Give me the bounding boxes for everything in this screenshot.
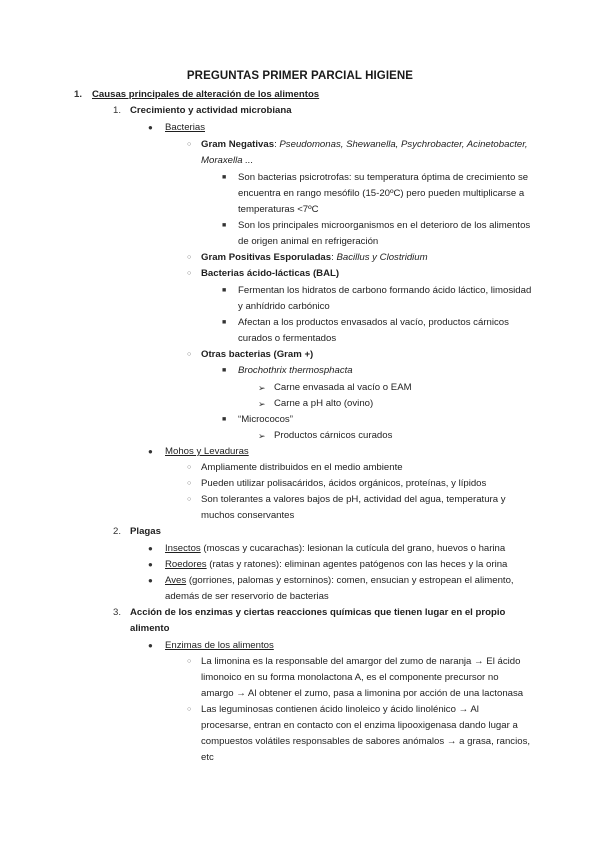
text-line: Son bacterias psicrotrofas: su temperatura óptima de crecimiento se: [238, 172, 529, 183]
group-label: Bacterias ácido-lácticas (BAL): [201, 268, 340, 279]
group-label: Gram Positivas Esporuladas: [201, 252, 332, 263]
text-line: amargo → Al obtener el zumo, pasa a limonina por acción de una lactonasa: [201, 688, 524, 699]
bullet-circle-icon: ○: [187, 706, 192, 713]
separator: :: [331, 252, 337, 263]
bullet-circle-icon: ○: [187, 496, 192, 503]
text-line: Carne a pH alto (ovino): [274, 398, 374, 409]
text-line: y anhídrido carbónico: [238, 301, 330, 312]
text-line: Son los principales microorganismos en el deterioro de los alimentos: [238, 220, 531, 231]
document-title: PREGUNTAS PRIMER PARCIAL HIGIENE: [186, 70, 414, 82]
group-detail: Bacillus y Clostridium: [336, 252, 428, 263]
text-line: Productos cárnicos curados: [274, 430, 393, 441]
bullet-arrow-icon: ➢: [258, 383, 266, 393]
text-line: además de ser reservorio de bacterias: [165, 591, 329, 602]
text-line: procesarse, entran en contacto con el enzima lipooxigenasa dando lugar a: [201, 720, 518, 731]
list-item-label: Bacterias: [165, 122, 205, 133]
bullet-circle-icon: ○: [187, 464, 192, 471]
list-item: [201, 137, 528, 153]
group-detail: Pseudomonas, Shewanella, Psychrobacter, Acinetobacter,: [279, 139, 528, 150]
bullet-square-icon: ■: [222, 222, 227, 229]
group-detail-cont: Moraxella ...: [201, 155, 254, 166]
separator: :: [274, 139, 280, 150]
bullet-dot-icon: ●: [148, 641, 153, 650]
item-label: Insectos: [165, 543, 201, 554]
subsection-heading: Crecimiento y actividad microbiana: [130, 105, 292, 116]
item-label: Aves: [165, 575, 187, 586]
text-line: Afectan a los productos envasados al vacío, productos cárnicos: [238, 317, 509, 328]
bullet-dot-icon: ●: [148, 447, 153, 456]
group-label: Gram Negativas: [201, 139, 275, 150]
bullet-arrow-icon: ➢: [258, 431, 266, 441]
bullet-arrow-icon: ➢: [258, 399, 266, 409]
list-number: 2.: [113, 526, 122, 537]
section-heading: Causas principales de alteración de los alimentos: [92, 89, 320, 100]
text-line: Fermentan los hidratos de carbono formando ácido láctico, limosidad: [238, 285, 532, 296]
group-label: Otras bacterias (Gram +): [201, 349, 314, 360]
bullet-circle-icon: ○: [187, 658, 192, 665]
bullet-square-icon: ■: [222, 287, 227, 294]
bullet-dot-icon: ●: [148, 576, 153, 585]
bullet-circle-icon: ○: [187, 480, 192, 487]
text-line: La limonina es la responsable del amargor del zumo de naranja → El ácido: [201, 656, 521, 667]
bullet-circle-icon: ○: [187, 351, 192, 358]
bullet-square-icon: ■: [222, 174, 227, 181]
text-line: Brochothrix thermosphacta: [238, 365, 353, 376]
text-line: Ampliamente distribuidos en el medio ambiente: [201, 462, 403, 473]
text-line: “Micrococos”: [238, 414, 293, 425]
text-line: etc: [201, 752, 214, 763]
subsection-heading: Acción de los enzimas y ciertas reacciones químicas que tienen lugar en el propio: [130, 607, 506, 618]
item-text: (moscas y cucarachas): lesionan la cutícula del grano, huevos o harina: [200, 543, 506, 554]
text-line: de origen animal en refrigeración: [238, 236, 379, 247]
text-line: temperaturas <7ºC: [238, 204, 319, 215]
text-line: Pueden utilizar polisacáridos, ácidos orgánicos, proteínas, y lípidos: [201, 478, 487, 489]
text-line: Carne envasada al vacío o EAM: [274, 382, 412, 393]
list-number: 1.: [113, 105, 122, 116]
bullet-square-icon: ■: [222, 367, 227, 374]
text-line: Son tolerantes a valores bajos de pH, actividad del agua, temperatura y: [201, 494, 506, 505]
list-item-label: Mohos y Levaduras: [165, 446, 249, 457]
subsection-heading: Plagas: [130, 526, 161, 537]
item-text: (gorriones, palomas y estorninos): comen, ensucian y estropean el alimento,: [186, 575, 514, 586]
list-number: 3.: [113, 607, 122, 618]
bullet-dot-icon: ●: [148, 544, 153, 553]
item-text: (ratas y ratones): eliminan agentes patógenos con las heces y la orina: [206, 559, 508, 570]
bullet-circle-icon: ○: [187, 270, 192, 277]
text-line: limonoico en su forma monolactona A, es el componente precursor no: [201, 672, 499, 683]
item-label: Roedores: [165, 559, 207, 570]
bullet-circle-icon: ○: [187, 141, 192, 148]
bullet-dot-icon: ●: [148, 560, 153, 569]
list-item: [201, 250, 428, 266]
subsection-heading-cont: alimento: [130, 623, 170, 634]
list-item-label: Enzimas de los alimentos: [165, 640, 274, 651]
text-line: Las leguminosas contienen ácido linoleico y ácido linolénico → Al: [201, 704, 479, 715]
list-item: [165, 557, 507, 573]
text-line: curados o fermentados: [238, 333, 337, 344]
text-line: encuentra en rango mesófilo (15-20ºC) pero pueden multiplicarse a: [238, 188, 525, 199]
text-line: compuestos volátiles responsables de sabores anómalos → a grasa, rancios,: [201, 736, 531, 747]
bullet-dot-icon: ●: [148, 123, 153, 132]
list-item: [165, 573, 514, 589]
list-number: 1.: [74, 89, 83, 100]
bullet-square-icon: ■: [222, 319, 227, 326]
text-line: muchos conservantes: [201, 510, 295, 521]
list-item: [165, 541, 505, 557]
bullet-square-icon: ■: [222, 416, 227, 423]
bullet-circle-icon: ○: [187, 254, 192, 261]
